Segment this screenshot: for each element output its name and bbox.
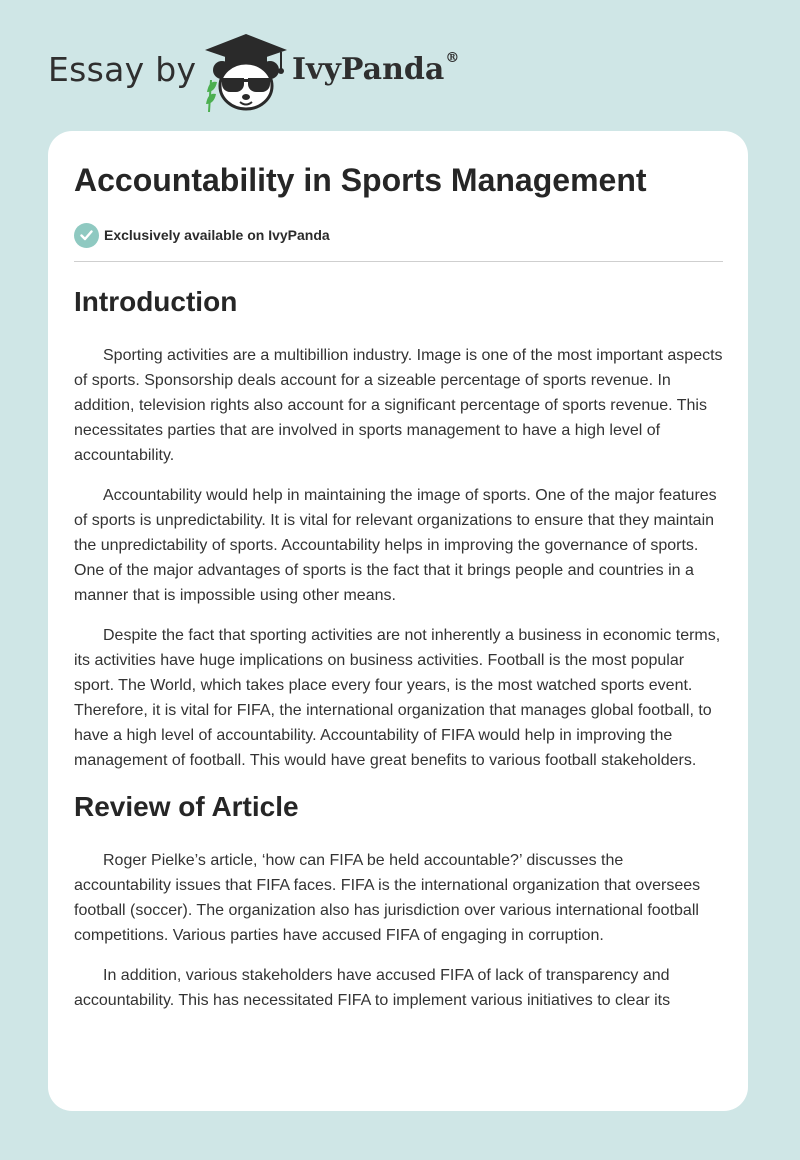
section-heading-review: Review of Article [74,791,299,822]
exclusive-badge [74,222,330,248]
exclusive-text: Exclusively available on IvyPanda [104,227,330,243]
paragraph: Accountability would help in maintaining the image of sports. One of the major features of sports is unpredictability. It is vital for relevant organizations to ensure that they maintain the unpredictability of sports. Accountability helps in improving the governance of sports. One of the major advantages of sports is the fact that it brings people and countries in a manner that is impossible using other means. [74,487,717,604]
divider [74,261,723,262]
panda-logo-icon[interactable] [203,30,289,112]
site-header [0,0,800,130]
paragraph: Sporting activities are a multibillion industry. Image is one of the most important aspects of sports. Sponsorship deals account for a sizeable percentage of sports revenue. In addition, television rights also account for a significant percentage of sports revenue. This necessitates parties that are involved in sports management to have a high level of accountability. [74,347,723,464]
essay-by-label: Essay by [48,50,197,89]
essay-card [48,131,748,1111]
article-body [74,282,724,1013]
page-title: Accountability in Sports Management [74,162,647,198]
paragraph: In addition, various stakeholders have accused FIFA of lack of transparency and accountability. This has necessitated FIFA to implement various initiatives to clear its [74,967,671,1009]
registered-mark: ® [445,50,460,66]
section-heading-introduction: Introduction [74,286,238,317]
paragraph: Despite the fact that sporting activities are not inherently a business in economic terms, its activities have huge implications on business activities. Football is the most popular sport. The World, which takes place every four years, is the most watched sports event. Therefore, it is vital for FIFA, the international organization that manages global football, to have a high level of accountability. Accountability of FIFA would help in improving the management of football. This would have great benefits to various football stakeholders. [74,627,721,769]
check-icon [74,223,99,248]
brand-name[interactable] [292,52,459,87]
brand-text: IvyPanda [292,52,445,87]
paragraph: Roger Pielke’s article, ‘how can FIFA be held accountable?’ discusses the accountability issues that FIFA faces. FIFA is the international organization that oversees football (soccer). The organization also has jurisdiction over various international football competitions. Various parties have accused FIFA of engaging in corruption. [74,852,701,944]
